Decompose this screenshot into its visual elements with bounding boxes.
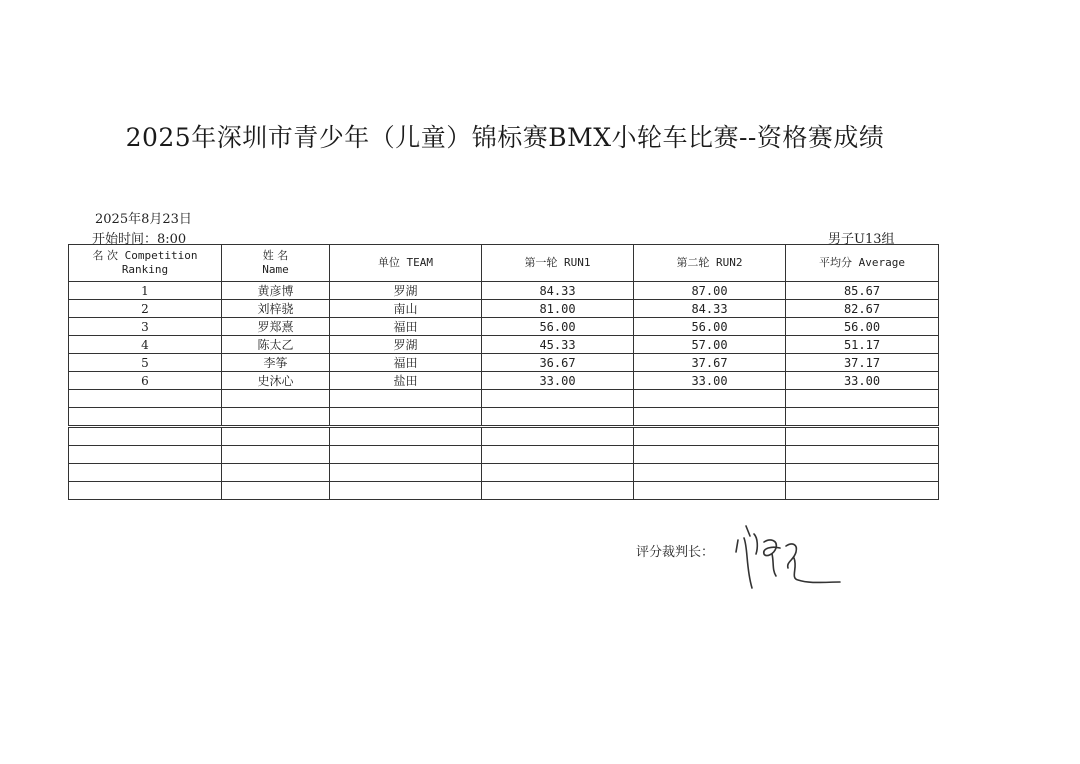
start-time: 开始时间：8:00 (92, 232, 187, 247)
rank-cell: 5 (69, 354, 222, 372)
name-cell: 刘梓骁 (222, 300, 330, 318)
average-cell: 37.17 (786, 354, 939, 372)
empty-row (69, 446, 939, 464)
group-label: 男子U13组 (828, 232, 895, 247)
empty-row (69, 427, 939, 446)
team-cell: 盐田 (330, 372, 482, 390)
team-cell: 南山 (330, 300, 482, 318)
table-row (69, 354, 939, 372)
empty-row (69, 408, 939, 427)
team-cell: 罗湖 (330, 336, 482, 354)
rank-cell: 3 (69, 318, 222, 336)
results-table (68, 244, 939, 500)
run1-cell: 45.33 (482, 336, 634, 354)
header-run2: 第二轮 RUN2 (634, 245, 786, 282)
table-row (69, 318, 939, 336)
table-row (69, 300, 939, 318)
chief-judge-label: 评分裁判长： (636, 545, 715, 560)
average-cell: 82.67 (786, 300, 939, 318)
header-run1: 第一轮 RUN1 (482, 245, 634, 282)
header-rank: 名 次 Competition Ranking (69, 245, 222, 282)
team-cell: 福田 (330, 354, 482, 372)
table-row (69, 282, 939, 300)
run1-cell: 36.67 (482, 354, 634, 372)
signature (728, 518, 848, 598)
average-cell: 33.00 (786, 372, 939, 390)
run2-cell: 37.67 (634, 354, 786, 372)
header-average: 平均分 Average (786, 245, 939, 282)
run2-cell: 56.00 (634, 318, 786, 336)
table-header-row (69, 245, 939, 282)
rank-cell: 4 (69, 336, 222, 354)
name-cell: 陈太乙 (222, 336, 330, 354)
table-row (69, 336, 939, 354)
empty-row (69, 464, 939, 482)
header-name: 姓 名 Name (222, 245, 330, 282)
rank-cell: 2 (69, 300, 222, 318)
average-cell: 56.00 (786, 318, 939, 336)
run2-cell: 87.00 (634, 282, 786, 300)
team-cell: 罗湖 (330, 282, 482, 300)
average-cell: 51.17 (786, 336, 939, 354)
event-date: 2025年8月23日 (95, 212, 192, 227)
empty-row (69, 390, 939, 408)
name-cell: 李筝 (222, 354, 330, 372)
rank-cell: 6 (69, 372, 222, 390)
run1-cell: 84.33 (482, 282, 634, 300)
name-cell: 黄彦博 (222, 282, 330, 300)
run2-cell: 57.00 (634, 336, 786, 354)
rank-cell: 1 (69, 282, 222, 300)
run2-cell: 33.00 (634, 372, 786, 390)
table-row (69, 372, 939, 390)
name-cell: 史沐心 (222, 372, 330, 390)
average-cell: 85.67 (786, 282, 939, 300)
empty-row (69, 482, 939, 500)
run1-cell: 56.00 (482, 318, 634, 336)
page-title: 2025年深圳市青少年（儿童）锦标赛BMX小轮车比赛--资格赛成绩 (125, 123, 885, 152)
team-cell: 福田 (330, 318, 482, 336)
run2-cell: 84.33 (634, 300, 786, 318)
name-cell: 罗郑熹 (222, 318, 330, 336)
run1-cell: 33.00 (482, 372, 634, 390)
header-team: 单位 TEAM (330, 245, 482, 282)
run1-cell: 81.00 (482, 300, 634, 318)
